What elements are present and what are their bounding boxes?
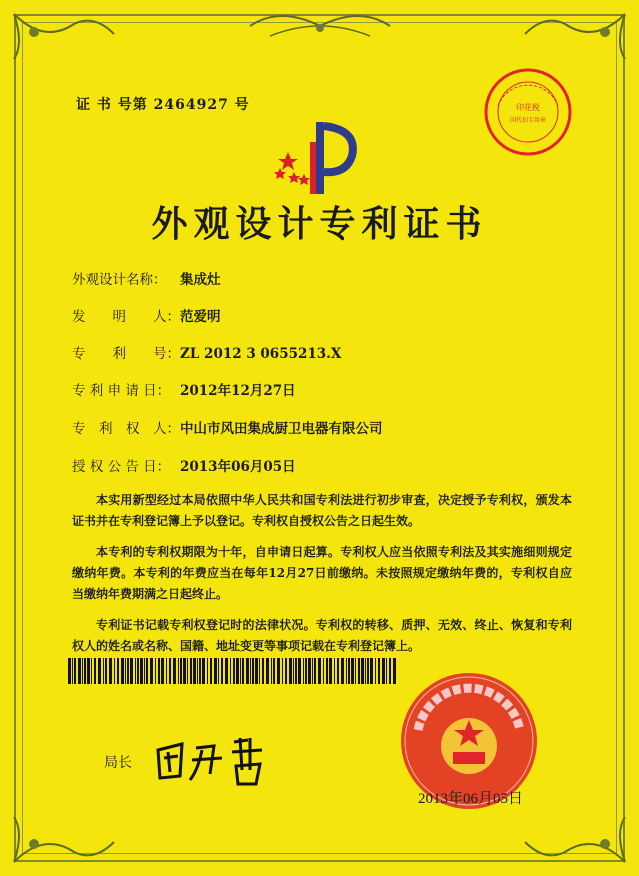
field-grant-date — [72, 455, 296, 475]
barcode-bar — [225, 658, 228, 684]
barcode-bar — [295, 658, 297, 684]
barcode-bar — [242, 658, 244, 684]
svg-text:印花税: 印花税 — [516, 103, 540, 112]
corner-ornament-top-right — [515, 4, 635, 64]
barcode-bar — [210, 658, 212, 684]
barcode-bar — [207, 658, 208, 684]
barcode-bar — [378, 658, 380, 684]
barcode-bar — [187, 658, 188, 684]
field-label: 外观设计名称： — [72, 272, 167, 288]
field-value: ZL 2012 3 0655213.X — [180, 346, 342, 362]
barcode-bar — [252, 658, 254, 684]
field-label: 专 利 权 人： — [72, 421, 180, 437]
certificate-title: 外观设计专利证书 — [151, 203, 488, 245]
barcode-bar — [121, 658, 124, 684]
barcode-bar — [298, 658, 301, 684]
barcode-bar — [137, 658, 139, 684]
barcode-bar — [74, 658, 76, 684]
barcode-bar — [87, 658, 90, 684]
barcode-bar — [161, 658, 164, 684]
barcode-bar — [393, 658, 396, 684]
barcode-bar — [233, 658, 235, 684]
barcode-bar — [293, 658, 294, 684]
barcode-bar — [150, 658, 153, 684]
barcode-bar — [125, 658, 126, 684]
barcode-bar — [355, 658, 356, 684]
barcode-bar — [341, 658, 344, 684]
corner-ornament-bottom-left — [4, 812, 124, 872]
barcode-bar — [72, 658, 73, 684]
barcode-bar — [197, 658, 198, 684]
barcode-bar — [173, 658, 176, 684]
barcode-bar — [303, 658, 304, 684]
barcode-bar — [259, 658, 260, 684]
field-application-date — [72, 379, 296, 399]
barcode-bar — [127, 658, 129, 684]
barcode-bar — [103, 658, 104, 684]
barcode-bar — [169, 658, 171, 684]
barcode-bar — [277, 658, 280, 684]
barcode-bar — [117, 658, 119, 684]
field-label: 专 利 申 请 日： — [72, 383, 171, 399]
barcode-bar — [78, 658, 81, 684]
barcode-bar — [375, 658, 376, 684]
barcode-bar — [389, 658, 391, 684]
barcode — [68, 658, 398, 684]
barcode-bar — [146, 658, 148, 684]
barcode-bar — [130, 658, 133, 684]
svg-text:国代扣专用章: 国代扣专用章 — [509, 117, 547, 124]
field-label: 发 明 人： — [72, 309, 180, 325]
certificate-body-text — [72, 490, 572, 667]
barcode-bar — [166, 658, 167, 684]
barcode-bar — [199, 658, 201, 684]
barcode-bar — [180, 658, 182, 684]
barcode-bar — [218, 658, 219, 684]
director-label: 局长 — [104, 755, 132, 771]
barcode-bar — [370, 658, 373, 684]
barcode-bar — [190, 658, 192, 684]
barcode-bar — [230, 658, 231, 684]
barcode-bar — [193, 658, 196, 684]
barcode-bar — [367, 658, 369, 684]
certificate-number: 证 书 号第 2464927 号 — [76, 97, 250, 113]
top-center-ornament — [240, 6, 400, 46]
paragraph-grant: 本实用新型经过本局依照中华人民共和国专利法进行初步审查，决定授予专利权，颁发本证书并在专利登记簿上予以登记。专利权自授权公告之日起生效。 — [72, 493, 572, 528]
barcode-bar — [314, 658, 316, 684]
barcode-bar — [305, 658, 307, 684]
barcode-bar — [346, 658, 347, 684]
barcode-bar — [82, 658, 83, 684]
field-value: 集成灶 — [180, 272, 221, 288]
barcode-bar — [262, 658, 264, 684]
barcode-bar — [155, 658, 156, 684]
barcode-bar — [236, 658, 239, 684]
barcode-bar — [365, 658, 366, 684]
barcode-bar — [84, 658, 86, 684]
field-design-name — [72, 268, 221, 288]
barcode-bar — [221, 658, 223, 684]
barcode-bar — [240, 658, 241, 684]
barcode-bar — [91, 658, 92, 684]
barcode-bar — [312, 658, 313, 684]
barcode-bar — [348, 658, 350, 684]
paragraph-term: 本专利的专利权期限为十年，自申请日起算。专利权人应当依照专利法及其实施细则规定缴纳年费。本专利的年费应当在每年12月27日前缴纳。未按照规定缴纳年费的，专利权自应当缴纳年费期满之日起终止。 — [72, 545, 572, 601]
paragraph-legal-status: 专利证书记载专利权登记时的法律状况。专利权的转移、质押、无效、终止、恢复和专利权人的姓名或名称、国籍、地址变更等事项记载在专利登记簿上。 — [72, 618, 572, 653]
barcode-bar — [178, 658, 179, 684]
barcode-bar — [158, 658, 160, 684]
barcode-bar — [326, 658, 328, 684]
barcode-bar — [94, 658, 96, 684]
barcode-bar — [246, 658, 249, 684]
barcode-bar — [109, 658, 112, 684]
barcode-bar — [308, 658, 311, 684]
corner-ornament-bottom-right — [515, 812, 635, 872]
corner-ornament-top-left — [4, 4, 124, 64]
barcode-bar — [271, 658, 272, 684]
field-value: 2012年12月27日 — [180, 383, 296, 399]
barcode-bar — [386, 658, 387, 684]
tax-stamp-seal — [482, 66, 574, 158]
barcode-bar — [382, 658, 385, 684]
barcode-bar — [337, 658, 339, 684]
field-patent-number — [72, 342, 341, 362]
barcode-bar — [140, 658, 143, 684]
issue-date: 2013年06月05日 — [418, 791, 524, 807]
barcode-bar — [114, 658, 115, 684]
barcode-bar — [144, 658, 145, 684]
barcode-bar — [351, 658, 354, 684]
patent-office-logo — [266, 112, 366, 198]
barcode-bar — [323, 658, 324, 684]
barcode-bar — [250, 658, 251, 684]
field-patentee — [72, 417, 383, 437]
field-value: 范爱明 — [180, 309, 221, 325]
barcode-bar — [285, 658, 287, 684]
barcode-bar — [334, 658, 335, 684]
barcode-bar — [98, 658, 101, 684]
barcode-bar — [329, 658, 332, 684]
field-value: 中山市风田集成厨卫电器有限公司 — [180, 421, 383, 437]
barcode-bar — [255, 658, 258, 684]
field-value: 2013年06月05日 — [180, 459, 296, 475]
director-signature — [152, 730, 272, 790]
field-label: 专 利 号： — [72, 346, 180, 362]
barcode-bar — [214, 658, 217, 684]
barcode-bar — [289, 658, 292, 684]
barcode-bar — [135, 658, 136, 684]
barcode-bar — [318, 658, 321, 684]
barcode-bar — [266, 658, 269, 684]
barcode-bar — [105, 658, 107, 684]
field-label: 授 权 公 告 日： — [72, 459, 171, 475]
barcode-bar — [282, 658, 283, 684]
field-inventor — [72, 305, 221, 325]
barcode-bar — [358, 658, 360, 684]
barcode-bar — [183, 658, 186, 684]
barcode-bar — [202, 658, 205, 684]
barcode-bar — [68, 658, 71, 684]
barcode-bar — [361, 658, 364, 684]
barcode-bar — [273, 658, 275, 684]
